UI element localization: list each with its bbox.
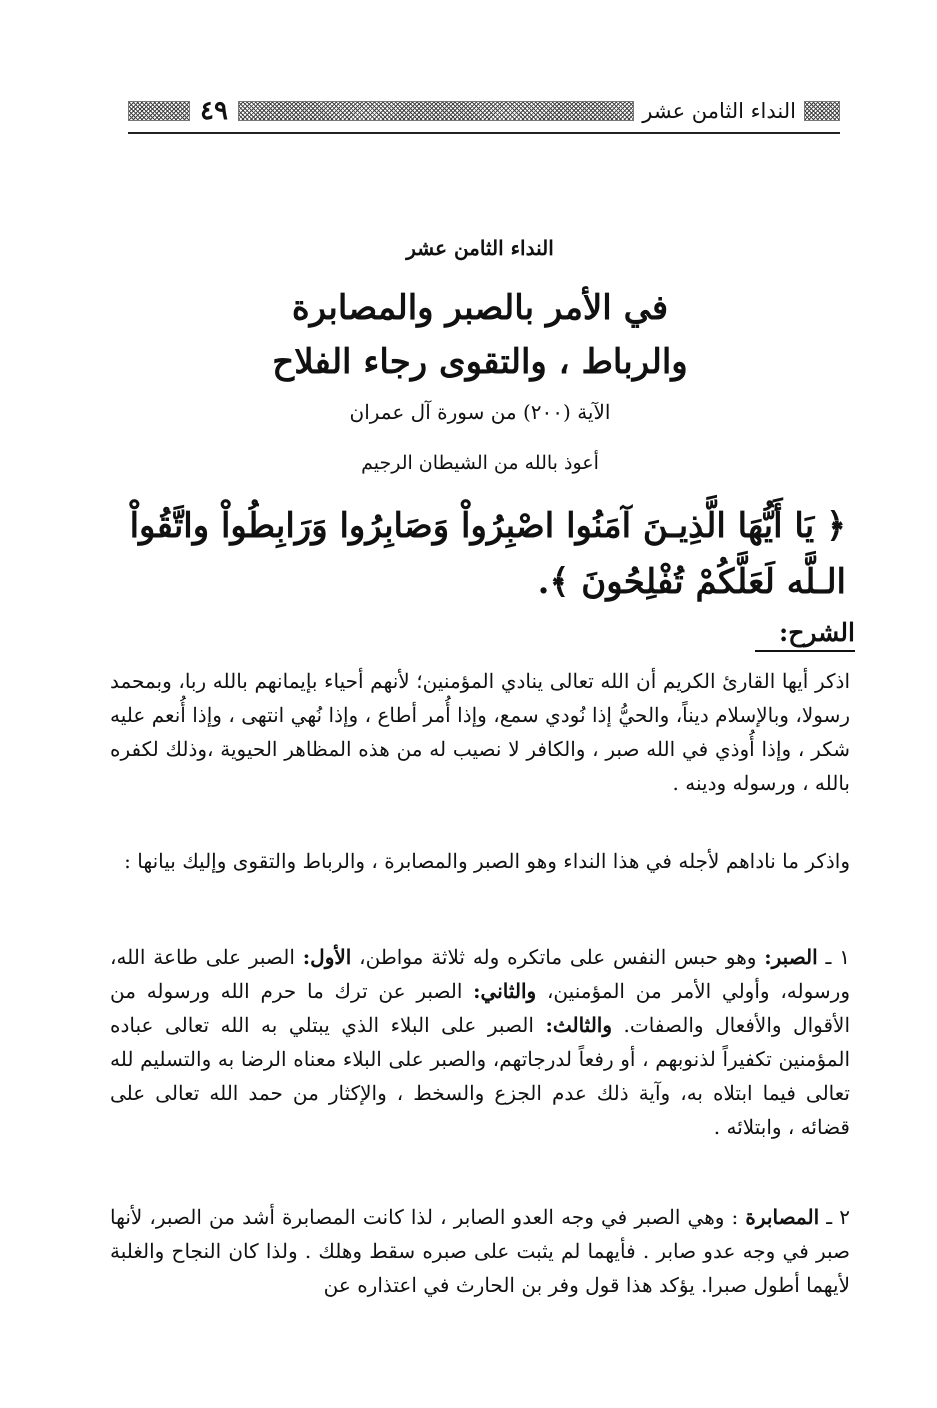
term-perseverance: المصابرة <box>745 1205 820 1229</box>
page-number: ٤٩ <box>200 96 228 126</box>
call-label: النداء الثامن عشر <box>406 236 554 260</box>
patience-paragraph <box>110 940 850 1144</box>
patience-text-3: الصبر عن ترك ما حرم الله ورسوله من الأقوال والأفعال والصفات. <box>110 979 850 1037</box>
header-rule <box>128 132 840 134</box>
perseverance-text: : وهي الصبر في وجه العدو الصابر ، لذا كانت المصابرة أشد من الصبر، لأنها صبر في وجه عدو صابر . فأيهما لم يثبت على صبره سقط وهلك . ولذا كان النجاح والغلبة لأيهما أطول صبرا. يؤكد هذا قول وفر بن الحارث في اعتذاره عن <box>110 1205 851 1297</box>
item-number: ٢ ـ <box>826 1205 851 1229</box>
commentary-paragraph-2: واذكر ما ناداهم لأجله في هذا النداء وهو الصبر والمصابرة ، والرباط والتقوى وإليك بيانها : <box>124 849 850 873</box>
commentary-paragraph-1: اذكر أيها القارئ الكريم أن الله تعالى ينادي المؤمنين؛ لأنهم أحياء بإيمانهم بالله ربا، وبمحمد رسولا، وبالإسلام ديناً، والحيُّ إذا نُودي سمع، وإذا أُمر أطاع ، وإذا نُهي انتهى ، وإذا أُنعم عليه شكر ، وإذا أُوذي في الله صبر ، والكافر لا نصيب له من هذه المظاهر الحيوية ،وذلك لكفره بالله ، ورسوله ودينه . <box>110 669 850 795</box>
item-number: ١ ـ <box>825 945 850 969</box>
quran-verse: ﴿ يَا أَيُّهَا الَّذِيـنَ آمَنُوا اصْبِرُواْ وَصَابِرُوا وَرَابِطُواْ واتَّقُواْ الـلَّه لَعَلَّكُمْ تُفْلِحُونَ ﴾. <box>129 506 846 602</box>
taawudh: أعوذ بالله من الشيطان الرجيم <box>361 452 599 474</box>
first-keyword: الأول: <box>302 945 352 969</box>
patience-text-2: الصبر على طاعة الله، ورسوله، وأولي الأمر من المؤمنين، <box>110 945 850 1003</box>
main-title-line-2: والرباط ، والتقوى رجاء الفلاح <box>272 342 688 382</box>
term-patience: الصبر: <box>764 945 818 969</box>
commentary-heading: الشرح: <box>755 618 855 652</box>
running-header <box>128 92 840 130</box>
third-keyword: والثالث: <box>545 1013 613 1037</box>
patience-text-4: الصبر على البلاء الذي يبتلي به الله تعالى عباده المؤمنين تكفيراً لذنوبهم ، أو رفعاً لدرجاتهم، والصبر على البلاء معناه الرضا به والتسليم لله تعالى فيما ابتلاه به، وآية ذلك عدم الجزع والسخط ، والإكثار من حمد الله تعالى على قضائه ، وابتلائه . <box>110 1013 850 1139</box>
second-keyword: والثاني: <box>473 979 537 1003</box>
header-ornament-middle <box>238 101 634 121</box>
patience-text-1: وهو حبس النفس على ماتكره وله ثلاثة مواطن، <box>351 945 765 969</box>
header-ornament-right <box>804 101 840 121</box>
main-title-line-1: في الأمر بالصبر والمصابرة <box>291 288 669 328</box>
running-title: النداء الثامن عشر <box>642 99 796 123</box>
perseverance-paragraph <box>110 1200 850 1302</box>
verse-reference: الآية (٢٠٠) من سورة آل عمران <box>349 400 611 424</box>
header-ornament-left <box>128 101 190 121</box>
